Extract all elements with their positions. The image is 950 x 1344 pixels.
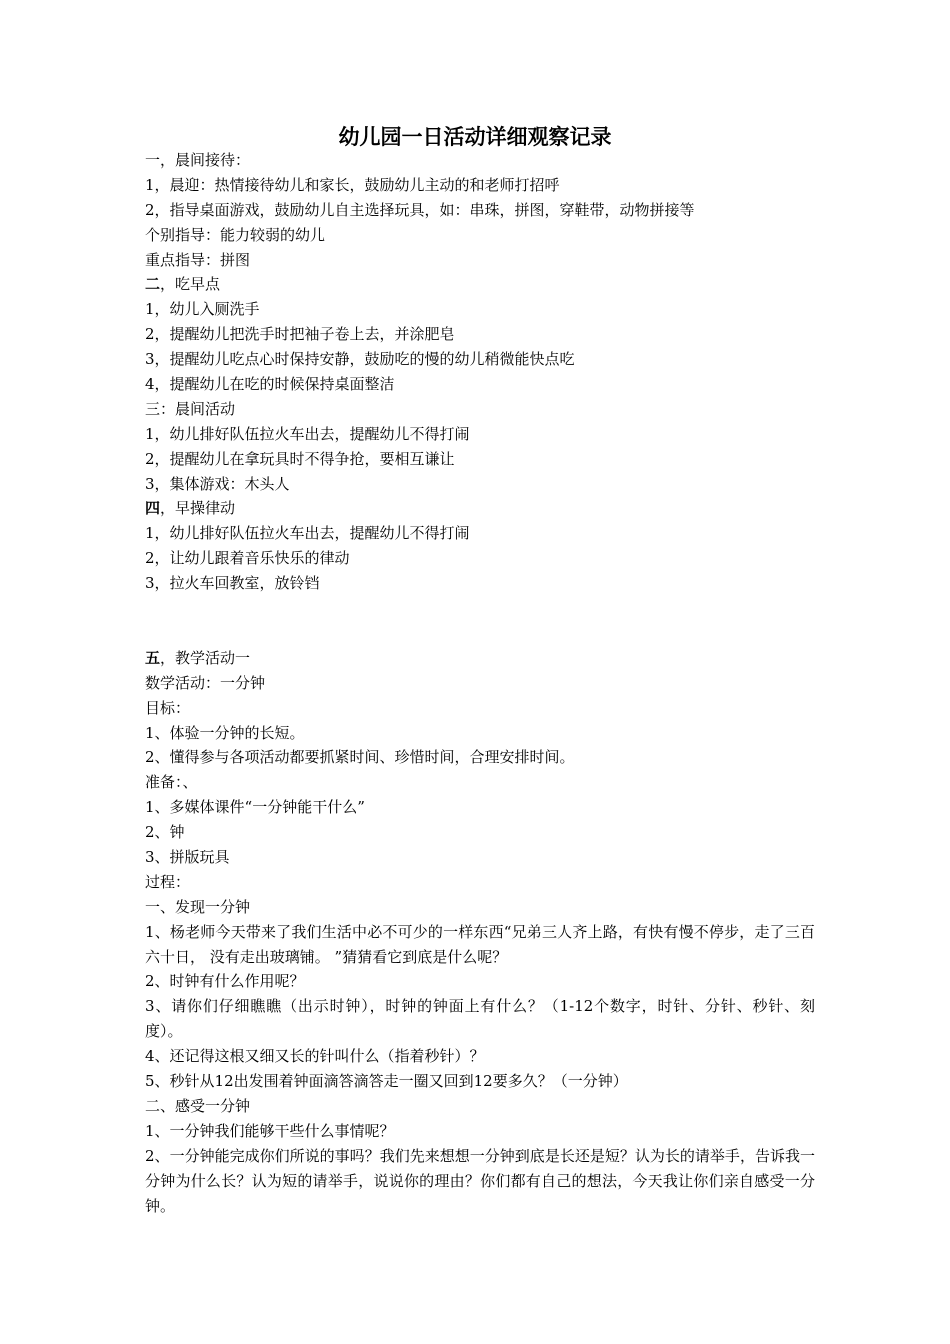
section-heading-text: ，教学活动一	[160, 648, 251, 667]
list-item: 4，提醒幼儿在吃的时候保持桌面整洁	[145, 375, 395, 394]
section-heading-morning-reception: 一，晨间接待：	[145, 151, 251, 169]
list-item: 2、钟	[145, 823, 185, 842]
goals-label: 目标：	[145, 698, 191, 717]
subsection-heading: 一、发现一分钟	[145, 897, 251, 916]
list-item: 重点指导：拼图	[145, 250, 251, 269]
paragraph: 1、杨老师今天带来了我们生活中必不可少的一样东西“兄弟三人齐上路，有快有慢不停步，走了三百六十日， 没有走出玻璃铺。 ”猜猜看它到底是什么呢？	[145, 922, 815, 966]
section-number: 四	[145, 499, 161, 518]
paragraph: 4、还记得这根又细又长的针叫什么（指着秒针）？	[145, 1047, 485, 1066]
list-item: 个别指导：能力较弱的幼儿	[145, 225, 326, 244]
document-body	[145, 148, 815, 1218]
list-item: 1，幼儿排好队伍拉火车出去，提醒幼儿不得打闹	[145, 424, 470, 443]
list-item: 2，让幼儿跟着音乐快乐的律动	[145, 549, 350, 568]
list-item: 3，集体游戏：木头人	[145, 474, 290, 493]
section-heading-text: ，早操律动	[160, 499, 236, 518]
paragraph: 2、时钟有什么作用呢？	[145, 972, 305, 991]
section-heading-morning-activity: 三：晨间活动	[145, 399, 236, 418]
section-heading-breakfast	[145, 272, 815, 297]
blank-space	[145, 596, 815, 646]
subsection-heading: 二、感受一分钟	[145, 1096, 251, 1115]
document-title: 幼儿园一日活动详细观察记录	[338, 124, 612, 149]
list-item: 1、多媒体课件“一分钟能干什么”	[145, 798, 365, 817]
paragraph: 1、一分钟我们能够干些什么事情呢？	[145, 1121, 395, 1140]
process-label: 过程：	[145, 872, 191, 891]
list-item: 3、拼版玩具	[145, 847, 230, 866]
paragraph: 3、请你们仔细瞧瞧（出示时钟），时钟的钟面上有什么？（1-12个数字，时针、分针、秒针、刻度）。	[145, 997, 815, 1041]
paragraph: 5、秒针从12出发围着钟面滴答滴答走一圈又回到12要多久？（一分钟）	[145, 1072, 628, 1091]
list-item: 3，拉火车回教室，放铃铛	[145, 574, 320, 593]
paragraph: 2、一分钟能完成你们所说的事吗？我们先来想想一分钟到底是长还是短？认为长的请举手，告诉我一分钟为什么长？认为短的请举手，说说你的理由？你们都有自己的想法，今天我让你们亲自感受一分钟。	[145, 1146, 815, 1215]
list-item: 1、体验一分钟的长短。	[145, 723, 305, 742]
section-number: 五	[145, 648, 161, 667]
section-heading-morning-exercise	[145, 496, 815, 521]
list-item: 1，幼儿入厕洗手	[145, 300, 260, 319]
section-number: 二	[145, 275, 161, 294]
list-item: 1，晨迎：热情接待幼儿和家长，鼓励幼儿主动的和老师打招呼	[145, 175, 560, 194]
list-item: 2、懂得参与各项活动都要抓紧时间、珍惜时间，合理安排时间。	[145, 748, 575, 767]
list-item: 2，指导桌面游戏，鼓励幼儿自主选择玩具，如：串珠，拼图，穿鞋带，动物拼接等	[145, 200, 695, 219]
section-heading-text: ，吃早点	[160, 275, 221, 294]
activity-name: 数学活动：一分钟	[145, 673, 266, 692]
list-item: 3，提醒幼儿吃点心时保持安静，鼓励吃的慢的幼儿稍微能快点吃	[145, 350, 575, 369]
section-heading-teaching-activity	[145, 646, 815, 671]
preparation-label: 准备：、	[145, 773, 198, 792]
list-item: 1，幼儿排好队伍拉火车出去，提醒幼儿不得打闹	[145, 524, 470, 543]
list-item: 2，提醒幼儿把洗手时把袖子卷上去，并涂肥皂	[145, 325, 455, 344]
list-item: 2，提醒幼儿在拿玩具时不得争抢，要相互谦让	[145, 449, 455, 468]
